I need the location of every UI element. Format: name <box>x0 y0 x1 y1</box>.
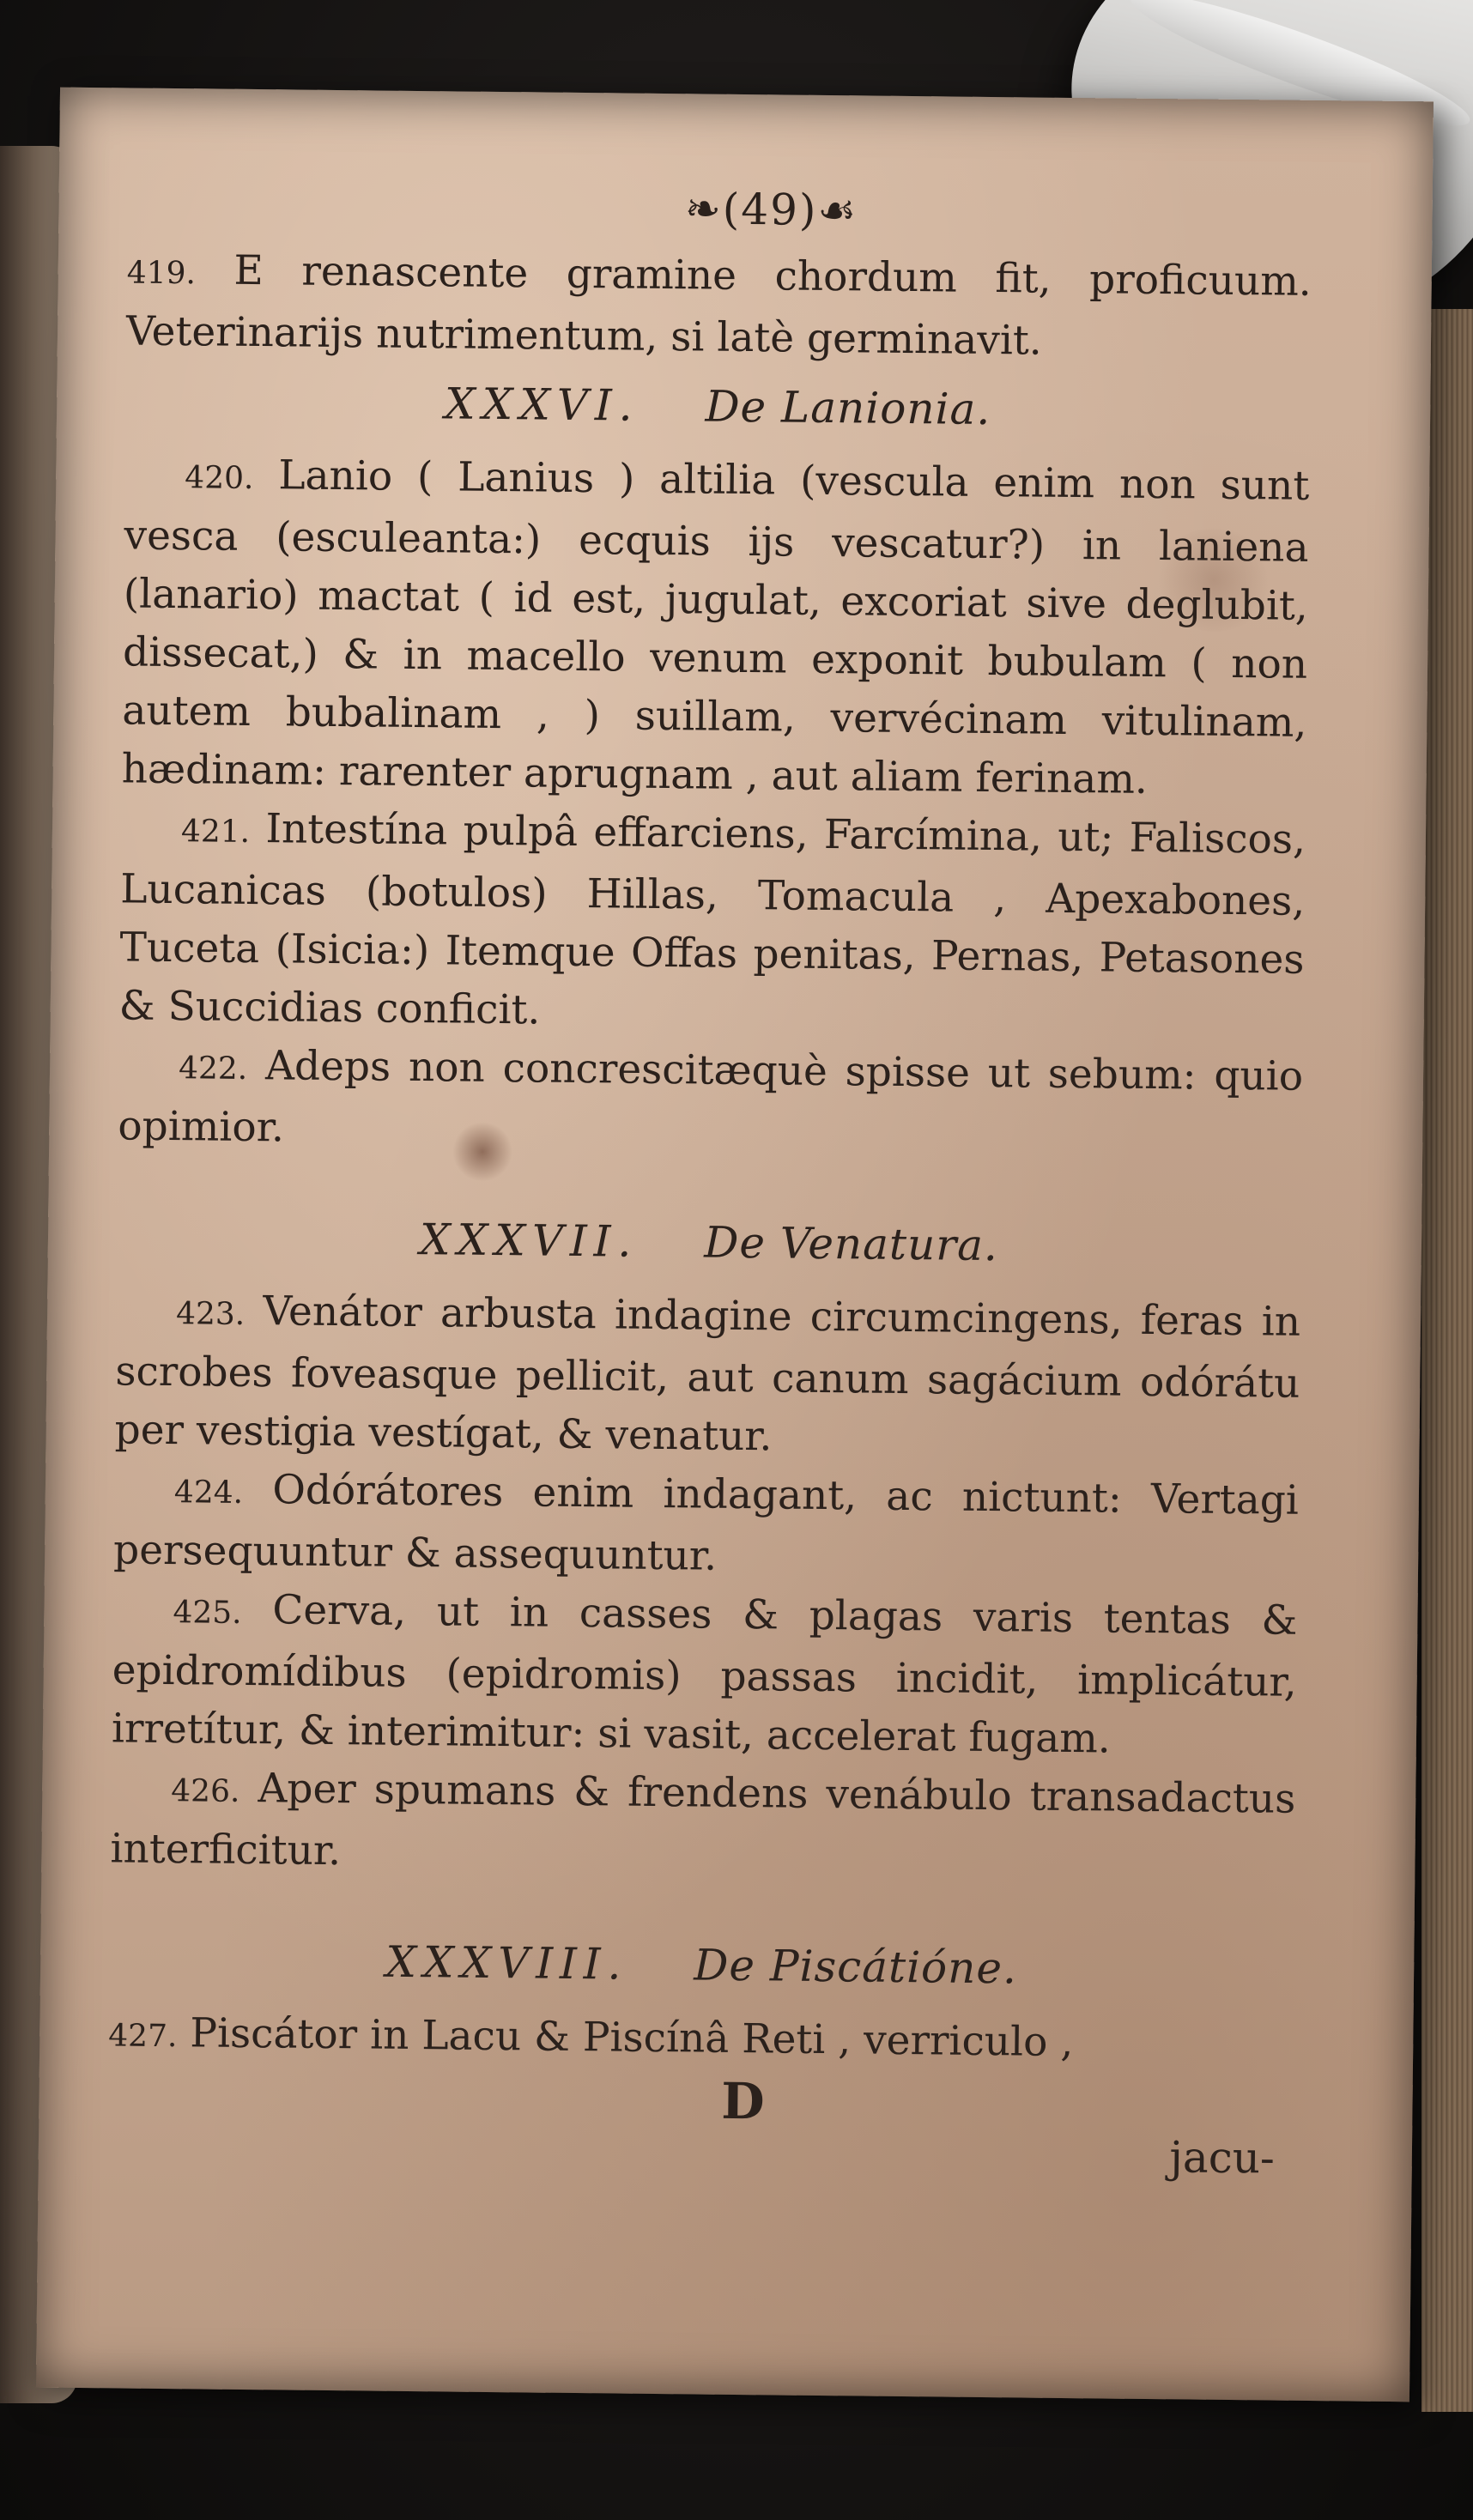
section-heading: De Lanionia. <box>705 381 991 434</box>
paragraph-number: 425. <box>173 1595 242 1631</box>
paragraph-423 <box>114 1281 1300 1471</box>
section-numeral: XXXVIII. <box>385 1936 628 1990</box>
page-text <box>107 173 1312 2184</box>
paragraph-text: Odórátores enim indagant, ac nictunt: Vertagi persequuntur & assequuntur. <box>112 1466 1300 1580</box>
paragraph-421 <box>118 798 1306 1047</box>
paragraph-text: Aper spumans & frendens venábulo transadactus interficitur. <box>110 1765 1296 1875</box>
page-edges-right <box>1421 309 1473 2412</box>
paragraph-number: 427. <box>108 2018 178 2055</box>
page-number: (49) <box>722 184 818 235</box>
catchword: jacu- <box>1169 2132 1276 2184</box>
paragraph-text: Adeps non concrescitæquè spisse ut sebum: quio opimior. <box>118 1042 1304 1152</box>
page-header <box>230 175 1312 245</box>
paragraph-text: E renascente gramine chordum fit, proficuum. Veterinarijs nutrimentum, si latè germinavit. <box>125 246 1312 365</box>
paragraph-text: Piscátor in Lacu & Piscínâ Reti , verriculo , <box>190 2009 1074 2067</box>
paragraph-424 <box>113 1459 1299 1591</box>
paragraph-420 <box>121 445 1309 810</box>
paragraph-number: 424. <box>173 1475 244 1511</box>
paragraph-text: Venátor arbusta indagine circumcingens, feras in scrobes foveasque pellicit, aut canum sagácium odórátu per vestigia vestígat, & venatur. <box>114 1287 1301 1461</box>
section-title-xxxviii <box>109 1929 1294 2000</box>
paragraph-425 <box>112 1579 1298 1770</box>
paragraph-number: 423. <box>175 1296 246 1332</box>
paragraph-number: 420. <box>185 460 254 497</box>
paragraph-text: Cerva, ut in casses & plagas varis tentas & epidromídibus (epidromis) passas incidit, implicátur, irretítur, & interimitur: si vasit, accelerat fugam. <box>111 1586 1298 1763</box>
paragraph-number: 422. <box>178 1051 248 1087</box>
section-numeral: XXXVII. <box>419 1215 639 1267</box>
paragraph-number: 426. <box>171 1773 240 1809</box>
signature-mark: D <box>721 2071 766 2131</box>
section-numeral: XXXVI. <box>444 379 640 431</box>
paragraph-number: 419. <box>126 255 197 292</box>
paragraph-text: Intestína pulpâ effarciens, Farcímina, ut; Faliscos, Lucanicas (botulos) Hillas, Tomacula , Apexabones, Tuceta (Isicia:) Itemque Offas penitas, Pernas, Petasones & Succidias conficit. <box>118 805 1306 1034</box>
ornament-right-icon: ☙ <box>817 185 858 236</box>
book-page <box>36 88 1434 2402</box>
paragraph-text: Lanio ( Lanius ) altilia (vescula enim non sunt vesca (esculeanta:) ecquis ijs vescatur?) in laniena (lanario) mactat ( id est, jugulat, excoriat sive deglubit, dissecat,) & in macello venum exponit bubulam ( non autem bubalinam , ) suillam, vervécinam vitulinam, hædinam: rarenter aprugnam , aut aliam ferinam. <box>121 451 1310 803</box>
paragraph-427 <box>108 2003 1294 2077</box>
paragraph-419 <box>126 240 1312 373</box>
paragraph-426 <box>110 1758 1295 1890</box>
section-heading: De Venatura. <box>703 1217 999 1271</box>
section-title-xxxvii <box>117 1207 1302 1277</box>
paragraph-422 <box>118 1035 1303 1167</box>
paragraph-number: 421. <box>180 814 251 850</box>
ornament-left-icon: ❧ <box>684 184 724 234</box>
section-title-xxxvi <box>125 371 1311 441</box>
section-heading: De Piscátióne. <box>694 1940 1018 1994</box>
